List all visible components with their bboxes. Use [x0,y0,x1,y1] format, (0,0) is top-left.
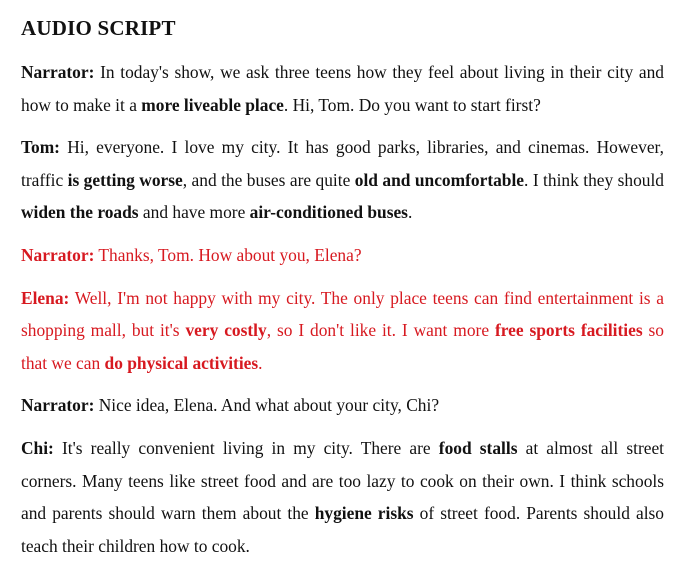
dialogue-text: at almost all street corners. Many teens like street food and are too lazy to cook on their own. I think schools and parents should warn them about the [21,437,664,524]
dialogue-text: , and the buses are quite [182,169,355,190]
paragraph-narrator-to-chi [21,389,664,422]
dialogue-text: , so I don't like it. I want more [266,320,495,341]
page-title: AUDIO SCRIPT [21,16,176,40]
speaker-label: Elena: [21,287,70,308]
key-phrase: widen the roads [21,202,139,223]
speaker-label: Narrator: [21,244,95,265]
dialogue-text: Nice idea, Elena. And what about your city, Chi? [94,395,440,416]
key-phrase: more liveable place [141,94,284,115]
speaker-label: Narrator: [21,62,95,82]
dialogue-text: Well, I'm not happy with my city. The only place teens can find entertainment is a shopping mall, but it's [21,287,664,341]
dialogue-text: . [258,352,263,373]
key-phrase: is getting worse [67,169,183,190]
paragraph-narrator-intro [21,56,664,121]
paragraph-tom [21,131,664,229]
paragraph-elena [21,282,664,380]
key-phrase: food stalls [438,437,518,458]
key-phrase: air-conditioned buses [249,202,408,223]
dialogue-text: and have more [138,202,250,223]
key-phrase: free sports facilities [494,320,643,341]
dialogue-text: so that we can [21,320,664,373]
key-phrase: hygiene risks [314,503,414,524]
dialogue-text: of street food. Parents should also teach their children how to cook. [21,503,664,556]
dialogue-text: . [407,202,413,223]
key-phrase: do physical activities [104,352,259,373]
dialogue-text: . Hi, Tom. Do you want to start first? [283,94,541,115]
dialogue-text: Hi, everyone. I love my city. It has good parks, libraries, and cinemas. However, traffic [21,137,664,190]
speaker-label: Tom: [21,137,60,158]
dialogue-text: . I think they should [524,169,665,190]
dialogue-text: Thanks, Tom. How about you, Elena? [94,244,362,265]
paragraph-chi [21,432,664,562]
key-phrase: old and uncomfortable [354,169,525,190]
paragraph-narrator-to-elena [21,239,664,272]
speaker-label: Narrator: [21,395,95,416]
dialogue-text: In today's show, we ask three teens how they feel about living in their city and how to make it a [21,62,664,115]
speaker-label: Chi: [21,437,54,458]
dialogue-text: It's really convenient living in my city. There are [53,437,439,458]
key-phrase: very costly [185,320,267,341]
